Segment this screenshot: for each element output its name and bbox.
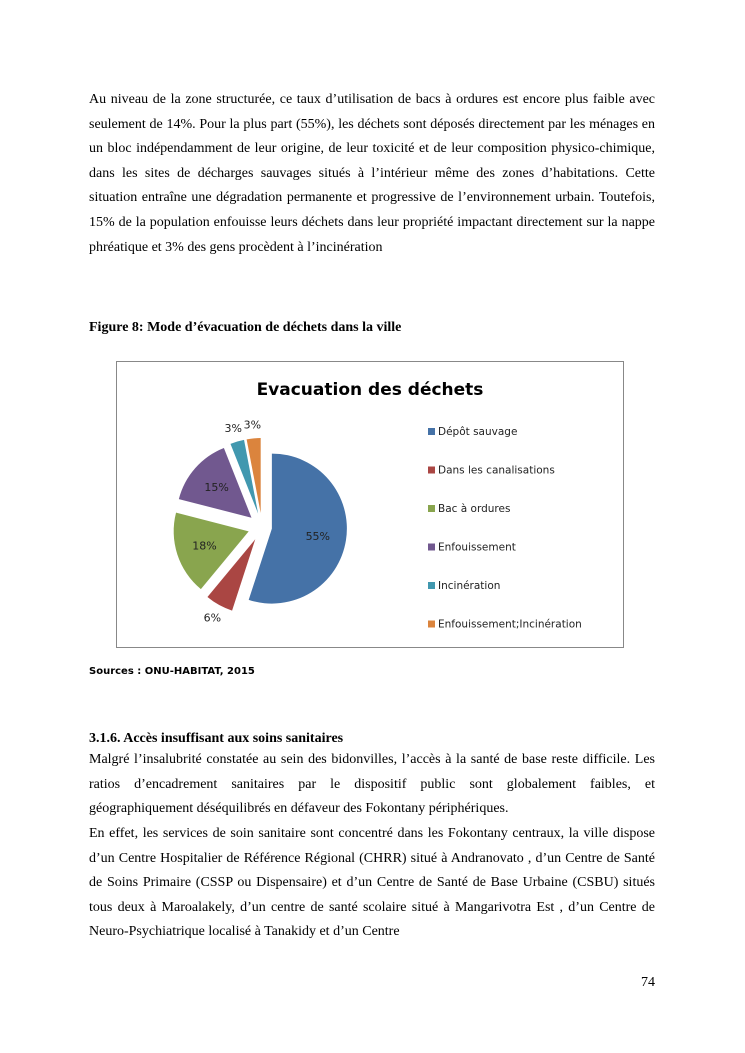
legend-swatch-0	[428, 428, 435, 435]
paragraph-services: En effet, les services de soin sanitaire sont concentré dans les Fokontany centraux, la ville dispose d’un Centre Hospitalier de Référence Régional (CHRR) situé à Andranovato , d’un Centre de Santé de Soins Primaire (CSSP ou Dispensaire) et d’un Centre de Santé de Base Urbaine (CSBU) situés tous deux à Maroalakely, d’un centre de santé scolaire situé à Mangarivotra Est , d’un Centre de Neuro-Psychiatrique localisé à Tanakidy et d’un Centre	[89, 826, 655, 940]
section-heading: 3.1.6. Accès insuffisant aux soins sanitaires	[89, 731, 344, 746]
legend-label-5: Enfouissement;Incinération	[438, 618, 582, 631]
data-label-0: 55%	[305, 529, 331, 543]
legend-swatch-3	[428, 544, 435, 551]
data-label-4: 3%	[224, 422, 242, 436]
pie-chart	[116, 361, 624, 648]
data-label-1: 6%	[203, 611, 222, 625]
figure-caption: Figure 8: Mode d’évacuation de déchets dans la ville	[89, 320, 402, 335]
data-label-5: 3%	[243, 418, 262, 432]
source-note: Sources : ONU-HABITAT, 2015	[89, 666, 255, 677]
page-number: 74	[641, 975, 655, 990]
data-label-2: 18%	[192, 539, 217, 553]
legend-swatch-2	[428, 505, 435, 512]
data-label-3: 15%	[204, 480, 229, 494]
legend-label-2: Bac à ordures	[438, 503, 511, 515]
legend-swatch-5	[428, 621, 435, 628]
paragraph-health: Malgré l’insalubrité constatée au sein des bidonvilles, l’accès à la santé de base reste difficile. Les ratios d’encadrement sanitaires par le dispositif public sont globalement faibles, et géographiquement déséquilibrés en défaveur des Fokontany périphériques.	[89, 752, 655, 817]
legend-label-4: Incinération	[438, 580, 501, 592]
pie-chart-svg	[117, 362, 623, 647]
paragraph-waste: Au niveau de la zone structurée, ce taux d’utilisation de bacs à ordures est encore plus faible avec seulement de 14%. Pour la plus part (55%), les déchets sont déposés directement par les ménages en un bloc indépendamment de leur origine, de leur toxicité et de leur composition physico-chimique, dans les sites de décharges sauvages situés à l’intérieur même des zones d’habitations. Cette situation entraîne une dégradation permanente et progressive de l’environnement urbain. Toutefois, 15% de la population enfouisse leurs déchets dans leur propriété impactant directement sur la nappe phréatique et 3% des gens procèdent à l’incinération	[89, 92, 655, 255]
pie-slice-0	[249, 454, 347, 604]
legend-swatch-1	[428, 467, 435, 474]
legend-label-0: Dépôt sauvage	[438, 426, 518, 438]
legend-label-1: Dans les canalisations	[438, 464, 555, 477]
legend-label-3: Enfouissement	[438, 541, 516, 554]
legend-swatch-4	[428, 582, 435, 589]
chart-title: Evacuation des déchets	[256, 380, 484, 400]
